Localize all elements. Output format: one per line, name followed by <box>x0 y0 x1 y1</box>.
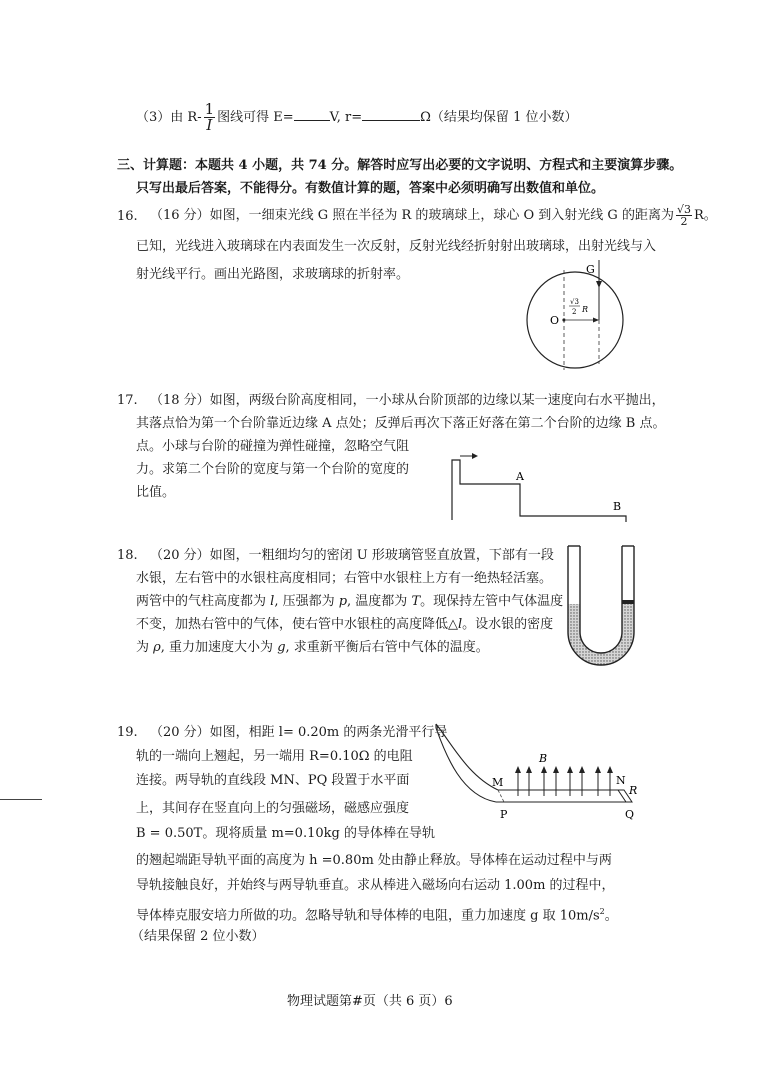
var-l: l <box>270 594 275 609</box>
part3-line <box>136 102 577 133</box>
q19-number: 19. <box>117 725 138 740</box>
answer-blank-E[interactable] <box>294 108 330 121</box>
section3-line2: 只写出最后答案，不能得分。有数值计算的题，答案中必须明确写出数值和单位。 <box>136 181 605 196</box>
part3-fraction <box>204 102 216 133</box>
q16-line1-text: （16 分）如图，一细束光线 G 照在半径为 R 的玻璃球上，球心 O 到入射光线 G 的距离为 <box>150 208 674 223</box>
distance-arrow-icon <box>593 318 599 323</box>
label-N: N <box>616 774 626 787</box>
q18-line3 <box>136 593 563 611</box>
center-point <box>562 318 565 321</box>
q18-l4b: 。设水银的密度 <box>462 617 554 632</box>
q16-frac-num: √3 <box>676 203 691 216</box>
q19-l8-sup: 2 <box>599 907 605 916</box>
q18-l4a: 不变，加热右管中的气体，使右管中水银柱的高度降低△ <box>136 617 458 632</box>
ray-arrow-icon <box>596 281 602 288</box>
label-B: B <box>613 500 622 513</box>
part3-frac-den: I <box>206 116 213 134</box>
label-G: G <box>586 263 595 276</box>
q16-frac-den: 2 <box>680 215 688 228</box>
q16-number: 16. <box>117 209 138 224</box>
q18-number: 18. <box>117 548 138 563</box>
q16-line1 <box>150 204 717 228</box>
answer-blank-r[interactable] <box>362 108 420 121</box>
rail-curve-upper <box>436 724 498 790</box>
q16-fraction <box>676 204 692 227</box>
q19-line1: （20 分）如图，相距 l= 0.20m 的两条光滑平行导 <box>150 725 448 740</box>
q19-line4: 上，其间存在竖直向上的匀强磁场，磁感应强度 <box>136 801 410 816</box>
q18-line2: 水银，左右管中的水银柱高度相同；右管中水银柱上方有一绝热轻活塞。 <box>136 571 553 586</box>
magnetic-field-arrows <box>518 770 610 796</box>
q19-line5: B = 0.50T。现将质量 m=0.10kg 的导体棒在导轨 <box>136 826 435 841</box>
label-O: O <box>550 314 560 327</box>
label-B-field: B <box>539 752 548 765</box>
margin-mark <box>0 799 42 800</box>
stairs-outline <box>452 460 626 522</box>
q16-sphere-figure <box>510 252 640 372</box>
var-g: g <box>277 640 286 655</box>
q19-line7: 导轨接触良好，并始终与两导轨垂直。求从棒进入磁场向右运动 1.00m 的过程中， <box>136 878 615 893</box>
var-T: T <box>411 594 421 609</box>
field-arrowheads-icon <box>515 766 613 773</box>
part3-mid1: 图线可得 E= <box>217 110 294 125</box>
q16-line3: 射光线平行。画出光路图，求玻璃球的折射率。 <box>136 267 410 282</box>
q17-number: 17. <box>117 393 138 408</box>
boundary-MP <box>498 790 504 802</box>
q18-line4 <box>136 616 553 634</box>
q18-utube-figure <box>558 540 648 680</box>
q17-line5: 比值。 <box>136 485 176 500</box>
q18-l5c: , 求重新平衡后右管中气体的温度。 <box>285 640 489 655</box>
page-footer: 物理试题第#页（共 6 页）6 <box>287 994 453 1009</box>
q18-line5 <box>136 639 489 657</box>
label-R-resistor: R <box>629 784 638 797</box>
part3-mid2: V, r= <box>329 110 363 125</box>
q18-l5a: 为 <box>136 640 154 655</box>
q19-rails-figure <box>432 716 644 824</box>
q17-stairs-figure <box>450 448 635 528</box>
q17-line2: 其落点恰为第一个台阶靠近边缘 A 点处；反弹后再次下落正好落在第二个台阶的边缘 B 点。 <box>136 416 666 431</box>
var-rho: ρ <box>153 640 161 655</box>
part3-frac-num: 1 <box>204 100 215 118</box>
q19-line9: （结果保留 2 位小数） <box>131 929 265 944</box>
q16-line1-end: R。 <box>693 208 717 223</box>
q16-line2: 已知，光线进入玻璃球在内表面发生一次反射，反射光线经折射射出玻璃球，出射光线与入 <box>136 239 657 254</box>
utube-inner-wall <box>580 546 622 653</box>
label-R: R <box>582 305 589 314</box>
section3-line1: 三、计算题：本题共 4 小题，共 74 分。解答时应写出必要的文字说明、方程式和主要演算步骤。 <box>117 158 683 173</box>
q19-line6: 的翘起端距导轨平面的高度为 h =0.80m 处由静止释放。导体棒在运动过程中与两 <box>136 853 612 868</box>
q17-line3: 点。小球与台阶的碰撞为弹性碰撞，忽略空气阻 <box>136 439 410 454</box>
part3-prefix: （3）由 R- <box>136 110 202 125</box>
velocity-arrow-icon <box>472 453 478 459</box>
var-p: p <box>338 594 348 609</box>
q18-l3c: , 温度都为 <box>347 594 412 609</box>
var-l-delta: l <box>458 617 463 632</box>
q19-l8a: 导体棒克服安培力所做的功。忽略导轨和导体棒的电阻，重力加速度 g 取 10m/s <box>136 908 600 924</box>
q19-line2: 轨的一端向上翘起，另一端用 R=0.10Ω 的电阻 <box>136 749 413 764</box>
part3-suffix: Ω（结果均保留 1 位小数） <box>420 110 578 125</box>
q18-l3d: 。现保持左管中气体温度 <box>420 594 564 609</box>
label-P: P <box>500 808 508 821</box>
q17-line1: （18 分）如图，两级台阶高度相同，一小球从台阶顶部的边缘以某一速度向右水平抛出， <box>150 393 665 408</box>
q17-line4: 力。求第二个台阶的宽度与第一个台阶的宽度的 <box>136 462 410 477</box>
q19-line8 <box>136 903 618 925</box>
q18-l3a: 两管中的气柱高度都为 <box>136 594 271 609</box>
piston <box>622 600 634 604</box>
label-Q: Q <box>625 808 635 821</box>
q19-line3: 连接。两导轨的直线段 MN、PQ 段置于水平面 <box>136 773 410 788</box>
label-A: A <box>516 470 524 483</box>
label-M: M <box>492 776 504 789</box>
label-sqrt3: √3 <box>570 298 579 306</box>
q18-l5b: , 重力加速度大小为 <box>160 640 278 655</box>
q18-line1: （20 分）如图，一粗细均匀的密闭 U 形玻璃管竖直放置，下部有一段 <box>150 548 554 563</box>
q18-l3b: , 压强都为 <box>274 594 339 609</box>
q19-l8b: 。 <box>604 908 618 924</box>
label-two: 2 <box>572 308 577 316</box>
